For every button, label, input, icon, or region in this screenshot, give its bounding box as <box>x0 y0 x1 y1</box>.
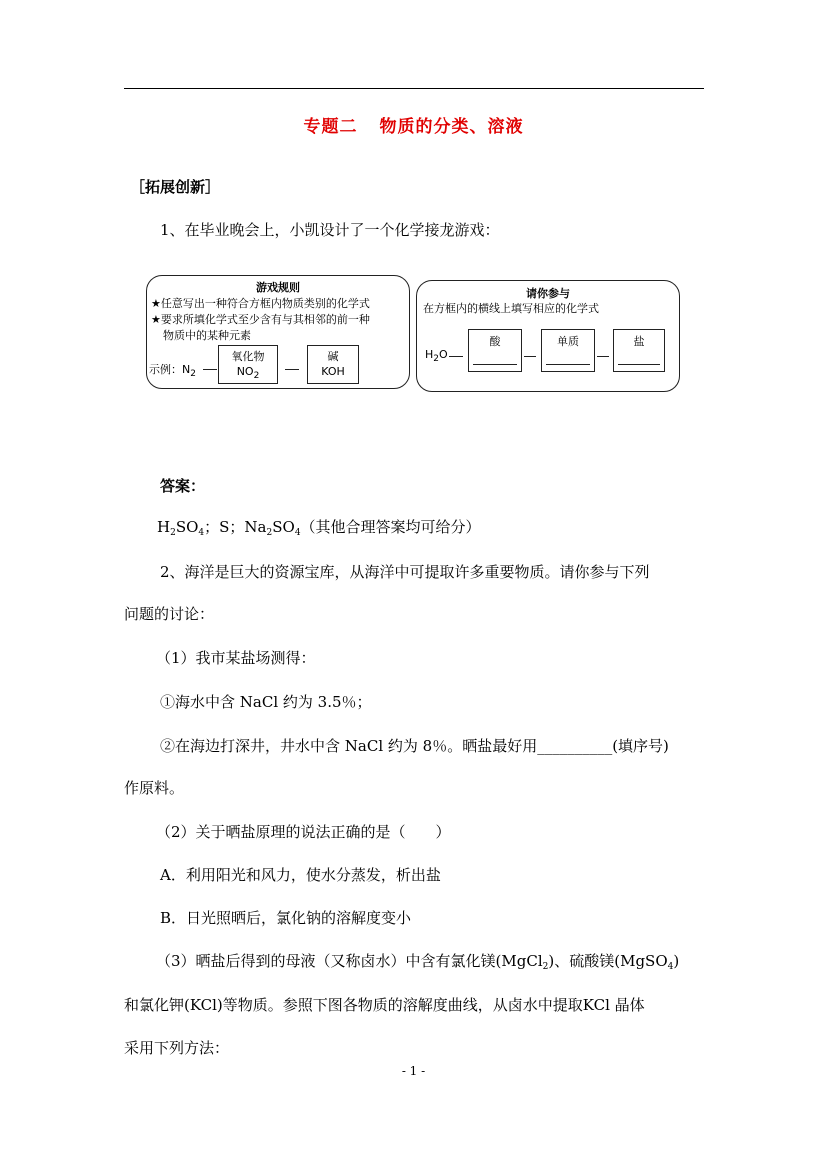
rule-line-3: 物质中的某种元素 <box>163 329 251 342</box>
answer-text: $H_2SO_4$；S；$Na_2SO_4$（其他合理答案均可给分） <box>157 518 481 538</box>
section-heading: ［拓展创新］ <box>130 178 221 196</box>
q2-sub-1: （1）我市某盐场测得： <box>156 649 316 667</box>
page-number: - 1 - <box>401 1064 426 1078</box>
q2-line-2: 问题的讨论： <box>124 605 215 623</box>
q1-text: 1、在毕业晚会上，小凯设计了一个化学接龙游戏： <box>160 221 500 239</box>
page-title <box>0 112 827 137</box>
q2-sub-3: （3）晒盐后得到的母液（又称卤水）中含有氯化镁(MgCl$_2$)、硫酸镁(MgSO$_4$) <box>156 952 680 972</box>
title-part-topic: 专题二 <box>303 117 358 137</box>
connector-dash <box>203 369 217 370</box>
connector-dash <box>524 356 536 357</box>
start-formula-water: $H_2O$ <box>425 348 448 364</box>
connector-dash <box>449 356 463 357</box>
participate-instruction: 在方框内的横线上填写相应的化学式 <box>423 302 599 315</box>
example-box-base-label: 碱 <box>327 350 339 363</box>
answer-box-acid[interactable] <box>468 329 522 372</box>
example-box-base <box>307 345 359 384</box>
connector-dash <box>597 356 609 357</box>
example-box-oxide-formula: $NO_2$ <box>236 365 260 381</box>
q2-sub-3-line-3: 采用下列方法： <box>124 1039 230 1057</box>
answer-box-element[interactable] <box>541 329 595 372</box>
answer-box-salt[interactable] <box>613 329 665 372</box>
connector-dash <box>285 369 299 370</box>
q2-item-2-cont: 作原料。 <box>124 779 185 797</box>
answer-box-acid-label: 酸 <box>489 335 501 348</box>
example-box-oxide-label: 氧化物 <box>231 350 265 363</box>
answer-label: 答案： <box>160 477 206 495</box>
answer-blank-acid[interactable] <box>473 364 517 365</box>
option-b: B．日光照晒后，氯化钠的溶解度变小 <box>160 909 412 927</box>
example-label: 示例：$N_2$ <box>149 363 196 379</box>
header-rule <box>124 88 704 89</box>
answer-blank-salt[interactable] <box>618 364 660 365</box>
answer-blank-element[interactable] <box>546 364 590 365</box>
rule-line-2: ★要求所填化学式至少含有与其相邻的前一种 <box>151 313 370 326</box>
game-rules-panel <box>146 275 410 389</box>
participate-heading: 请你参与 <box>526 287 570 300</box>
title-part-subject: 物质的分类、溶液 <box>379 117 524 137</box>
participate-panel <box>416 280 680 392</box>
q2-sub-2: （2）关于晒盐原理的说法正确的是（ ） <box>156 823 451 841</box>
answer-box-element-label: 单质 <box>557 335 579 348</box>
q2-item-1: ①海水中含 NaCl 约为 3.5％； <box>160 693 372 711</box>
q2-sub-3-line-2: 和氯化钾(KCl)等物质。参照下图各物质的溶解度曲线，从卤水中提取KCl 晶体 <box>124 996 645 1014</box>
q2-line-1: 2、海洋是巨大的资源宝库，从海洋中可提取许多重要物质。请你参与下列 <box>160 563 650 581</box>
example-box-oxide <box>218 345 278 384</box>
answer-box-salt-label: 盐 <box>633 335 645 348</box>
game-rules-heading: 游戏规则 <box>256 281 300 294</box>
q2-item-2: ②在海边打深井，井水中含 NaCl 约为 8％。晒盐最好用__________(填序号) <box>160 737 669 755</box>
option-a: A．利用阳光和风力，使水分蒸发，析出盐 <box>160 866 441 884</box>
example-box-base-formula: KOH <box>321 365 345 378</box>
rule-line-1: ★任意写出一种符合方框内物质类别的化学式 <box>151 297 370 310</box>
